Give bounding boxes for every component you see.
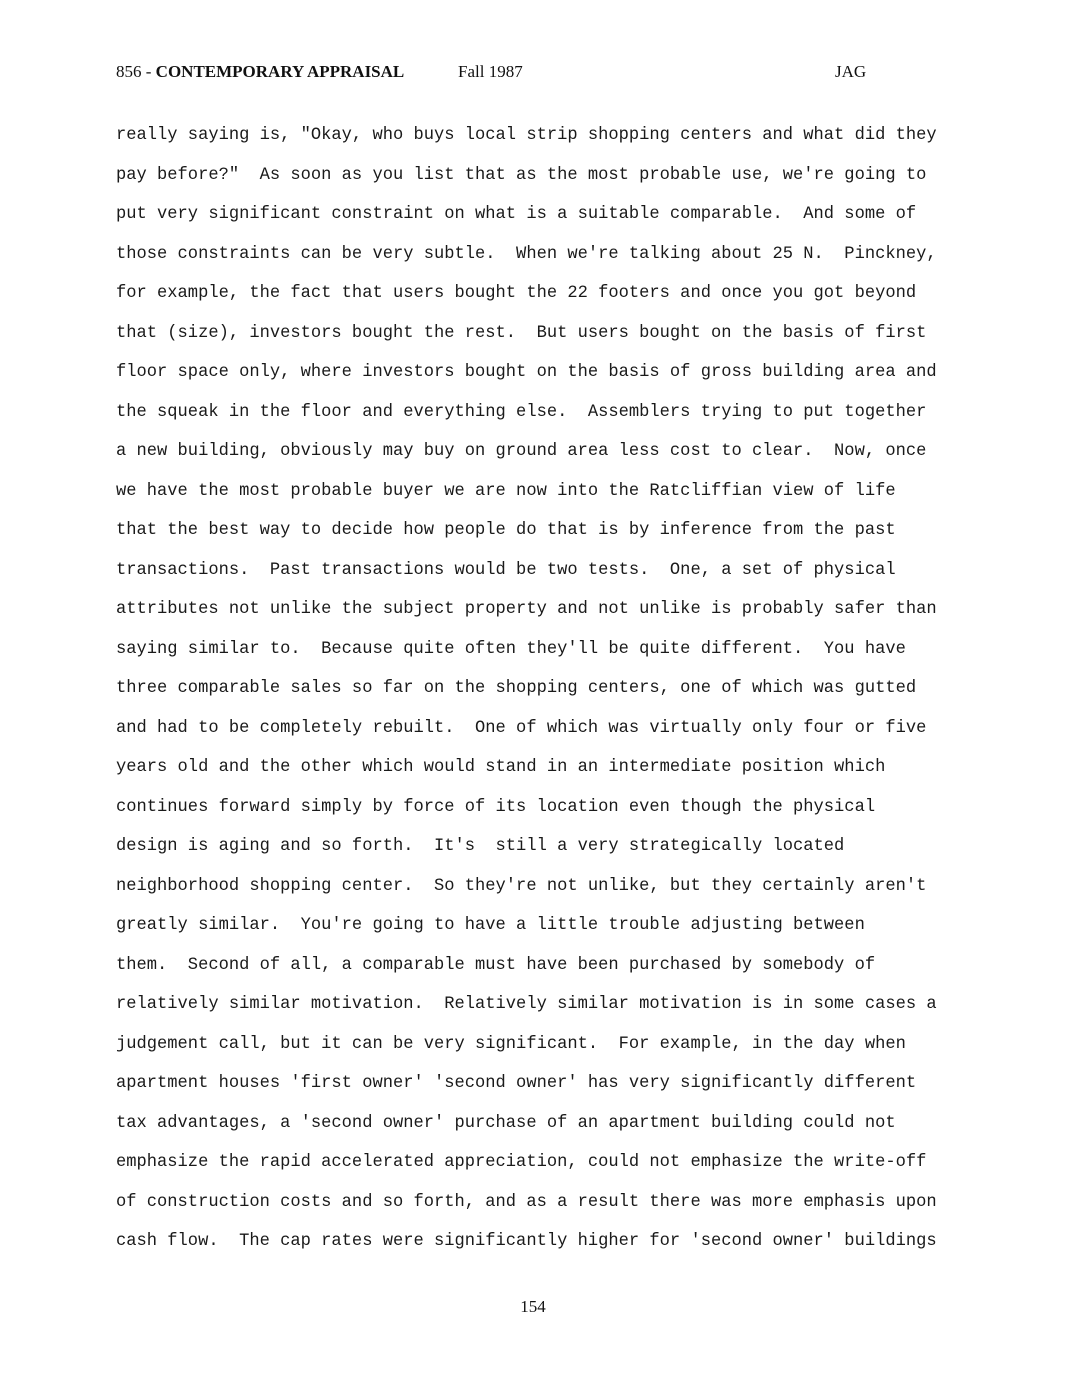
text-line: apartment houses 'first owner' 'second owner' has very significantly different: [116, 1074, 917, 1094]
running-header-initials: JAG: [835, 62, 867, 81]
text-line: for example, the fact that users bought the 22 footers and once you got beyond: [116, 284, 917, 304]
page-number: 154: [520, 1297, 546, 1316]
running-header-course: [116, 62, 404, 82]
text-line: judgement call, but it can be very significant. For example, in the day when: [116, 1034, 906, 1054]
text-line: really saying is, "Okay, who buys local strip shopping centers and what did they: [116, 126, 937, 145]
text-line: floor space only, where investors bought on the basis of gross building area and: [116, 363, 937, 383]
text-line: emphasize the rapid accelerated appreciation, could not emphasize the write-off: [116, 1153, 927, 1173]
text-line: relatively similar motivation. Relatively similar motivation is in some cases a: [116, 995, 937, 1015]
text-line: greatly similar. You're going to have a little trouble adjusting between: [116, 916, 865, 936]
course-title: CONTEMPORARY APPRAISAL: [155, 62, 405, 81]
text-line: design is aging and so forth. It's still a very strategically located: [116, 837, 845, 857]
text-line: those constraints can be very subtle. When we're talking about 25 N. Pinckney,: [116, 244, 937, 264]
text-line: that (size), investors bought the rest. But users bought on the basis of first: [116, 323, 927, 343]
course-number: 856 -: [116, 62, 156, 81]
text-line: three comparable sales so far on the shopping centers, one of which was gutted: [116, 679, 917, 699]
text-line: transactions. Past transactions would be two tests. One, a set of physical: [116, 560, 896, 580]
text-line: tax advantages, a 'second owner' purchase of an apartment building could not: [116, 1113, 896, 1133]
text-line: pay before?" As soon as you list that as the most probable use, we're going to: [116, 165, 927, 185]
text-line: years old and the other which would stand in an intermediate position which: [116, 758, 886, 778]
text-line: cash flow. The cap rates were significantly higher for 'second owner' buildings: [116, 1232, 937, 1252]
text-line: the squeak in the floor and everything else. Assemblers trying to put together: [116, 402, 927, 422]
text-line: saying similar to. Because quite often they'll be quite different. You have: [116, 639, 906, 659]
text-line: of construction costs and so forth, and as a result there was more emphasis upon: [116, 1192, 937, 1212]
text-line: we have the most probable buyer we are now into the Ratcliffian view of life: [116, 481, 896, 501]
text-line: a new building, obviously may buy on ground area less cost to clear. Now, once: [116, 442, 927, 462]
transcript-body: [116, 125, 976, 1271]
text-line: attributes not unlike the subject property and not unlike is probably safer than: [116, 600, 937, 620]
text-line: neighborhood shopping center. So they're not unlike, but they certainly aren't: [116, 876, 927, 896]
text-line: continues forward simply by force of its location even though the physical: [116, 797, 876, 817]
running-header-term: Fall 1987: [458, 62, 523, 81]
text-line: that the best way to decide how people do that is by inference from the past: [116, 521, 896, 541]
text-line: and had to be completely rebuilt. One of which was virtually only four or five: [116, 718, 927, 738]
text-line: them. Second of all, a comparable must have been purchased by somebody of: [116, 955, 876, 975]
text-line: put very significant constraint on what is a suitable comparable. And some of: [116, 205, 917, 225]
